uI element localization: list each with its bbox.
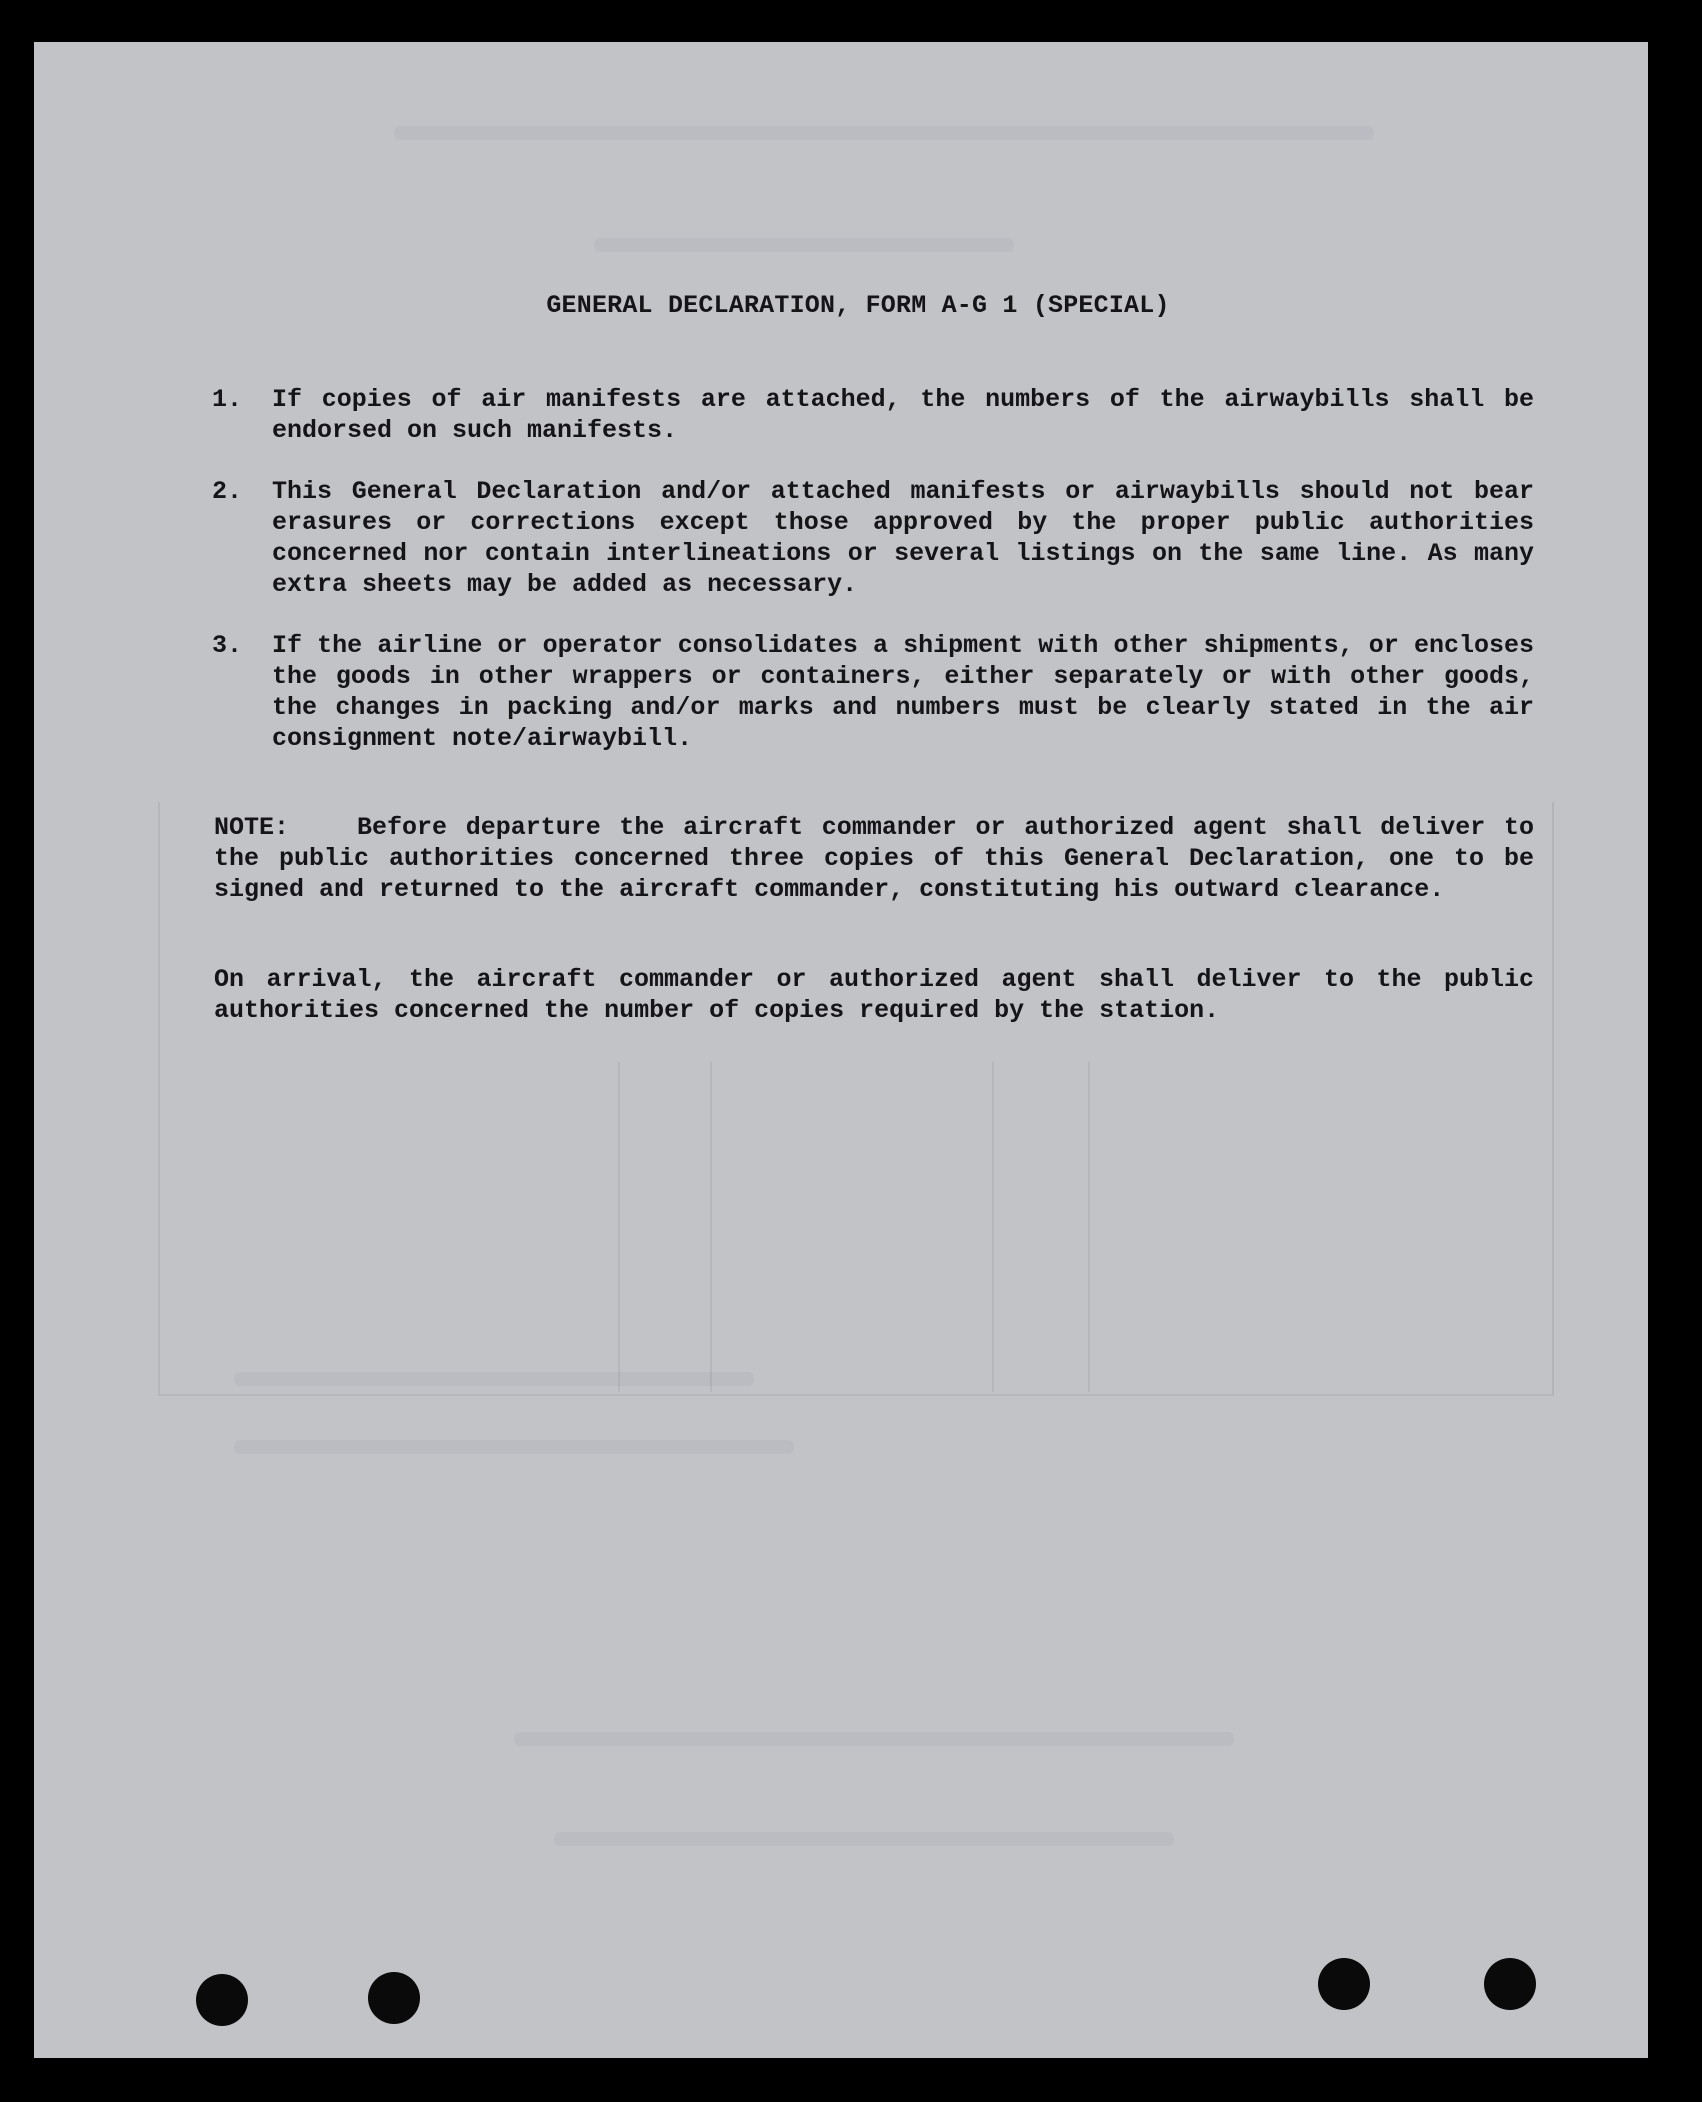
note-paragraph bbox=[214, 812, 1534, 905]
bleed-through-column-line bbox=[1088, 1062, 1090, 1392]
arrival-paragraph bbox=[214, 964, 1534, 1026]
punch-hole bbox=[368, 1972, 420, 2024]
item-number: 2. bbox=[212, 477, 243, 506]
item-text: If the airline or operator consolidates a shipment with other shipments, or encloses the goods in other wrappers or containers, either separately or with other goods, the changes in packing and/or marks and numbers must be clearly stated in the air consignment note/airwaybill. bbox=[272, 631, 1534, 753]
note-text: Before departure the aircraft commander or authorized agent shall deliver to the public authorities concerned three copies of this General Declaration, one to be signed and returned to the aircraft commander, constituting his outward clearance. bbox=[214, 813, 1534, 904]
bleed-through-column-line bbox=[992, 1062, 994, 1392]
punch-hole bbox=[196, 1974, 248, 2026]
item-number: 3. bbox=[212, 631, 243, 660]
punch-hole bbox=[1484, 1958, 1536, 2010]
item-text: This General Declaration and/or attached manifests or airwaybills should not bear erasures or corrections except those approved by the proper public authorities concerned nor contain interlineations or several listings on the same line. As many extra sheets may be added as necessary. bbox=[272, 477, 1534, 599]
bleed-through-text bbox=[514, 1732, 1234, 1746]
punch-hole bbox=[1318, 1958, 1370, 2010]
bleed-through-text bbox=[554, 1832, 1174, 1846]
bleed-through-text bbox=[394, 126, 1374, 140]
arrival-text: On arrival, the aircraft commander or authorized agent shall deliver to the public authorities concerned the number of copies required by the station. bbox=[214, 965, 1534, 1025]
bleed-through-text bbox=[594, 238, 1014, 252]
bleed-through-text bbox=[234, 1372, 754, 1386]
document-page bbox=[34, 42, 1648, 2058]
item-text: If copies of air manifests are attached, the numbers of the airwaybills shall be endorsed on such manifests. bbox=[272, 385, 1534, 445]
bleed-through-column-line bbox=[618, 1062, 620, 1392]
document-title: GENERAL DECLARATION, FORM A-G 1 (SPECIAL) bbox=[546, 291, 1170, 320]
item-number: 1. bbox=[212, 385, 243, 414]
note-label: NOTE: bbox=[214, 813, 290, 842]
bleed-through-text bbox=[234, 1440, 794, 1454]
bleed-through-column-line bbox=[710, 1062, 712, 1392]
